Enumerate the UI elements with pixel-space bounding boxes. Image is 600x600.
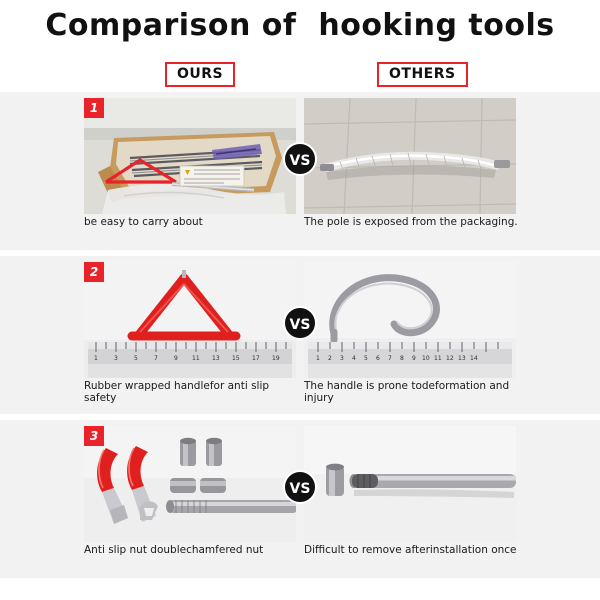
column-header-ours: OURS bbox=[165, 62, 235, 87]
row-2-ours-image bbox=[84, 262, 296, 378]
svg-text:15: 15 bbox=[232, 355, 240, 362]
row-2-others-caption: The handle is prone todeformation and injury bbox=[304, 380, 510, 404]
row-3-ours-image bbox=[84, 426, 296, 542]
svg-text:14: 14 bbox=[470, 355, 478, 362]
comparison-row-3 bbox=[0, 420, 600, 578]
svg-text:3: 3 bbox=[340, 355, 344, 362]
svg-text:9: 9 bbox=[174, 355, 178, 362]
box-packaging-illustration bbox=[84, 98, 296, 214]
svg-text:17: 17 bbox=[252, 355, 260, 362]
svg-text:1: 1 bbox=[316, 355, 320, 362]
svg-text:4: 4 bbox=[352, 355, 356, 362]
plain-nut-rod-illustration bbox=[304, 426, 516, 542]
row-1-ours-image bbox=[84, 98, 296, 214]
row-3-vs-badge: VS bbox=[283, 470, 317, 504]
row-2-ours-caption: Rubber wrapped handlefor anti slip safety bbox=[84, 380, 270, 404]
column-header-others: OTHERS bbox=[377, 62, 468, 87]
row-number-badge: 1 bbox=[84, 98, 104, 118]
column-headers bbox=[0, 62, 600, 88]
svg-text:2: 2 bbox=[328, 355, 332, 362]
svg-text:19: 19 bbox=[272, 355, 280, 362]
svg-text:8: 8 bbox=[400, 355, 404, 362]
svg-text:5: 5 bbox=[364, 355, 368, 362]
svg-text:5: 5 bbox=[134, 355, 138, 362]
row-2-vs-badge: VS bbox=[283, 306, 317, 340]
exposed-pole-illustration bbox=[304, 98, 516, 214]
row-number-badge: 3 bbox=[84, 426, 104, 446]
row-3-others-caption: Difficult to remove afterinstallation once bbox=[304, 544, 517, 556]
svg-text:9: 9 bbox=[412, 355, 416, 362]
svg-text:3: 3 bbox=[114, 355, 118, 362]
bare-hook-ruler-illustration bbox=[304, 262, 516, 378]
svg-text:13: 13 bbox=[458, 355, 466, 362]
svg-text:6: 6 bbox=[376, 355, 380, 362]
row-number-badge: 2 bbox=[84, 262, 104, 282]
row-3-ours-caption: Anti slip nut doublechamfered nut bbox=[84, 544, 264, 556]
row-1-ours-caption: be easy to carry about bbox=[84, 216, 203, 228]
row-3-others-image bbox=[304, 426, 516, 542]
row-1-others-image bbox=[304, 98, 516, 214]
row-1-vs-badge: VS bbox=[283, 142, 317, 176]
row-1-others-caption: The pole is exposed from the packaging. bbox=[304, 216, 518, 228]
bottom-strip bbox=[0, 578, 600, 600]
red-handle-ruler-illustration bbox=[84, 262, 296, 378]
svg-text:7: 7 bbox=[154, 355, 158, 362]
wrench-nuts-rod-illustration bbox=[84, 426, 296, 542]
svg-text:11: 11 bbox=[192, 355, 200, 362]
svg-text:11: 11 bbox=[434, 355, 442, 362]
row-2-others-image bbox=[304, 262, 516, 378]
comparison-row-1 bbox=[0, 92, 600, 250]
comparison-row-2 bbox=[0, 256, 600, 414]
svg-text:10: 10 bbox=[422, 355, 430, 362]
page-title: Comparison of hooking tools bbox=[45, 8, 555, 43]
svg-text:1: 1 bbox=[94, 355, 98, 362]
svg-text:13: 13 bbox=[212, 355, 220, 362]
svg-text:12: 12 bbox=[446, 355, 454, 362]
svg-text:7: 7 bbox=[388, 355, 392, 362]
